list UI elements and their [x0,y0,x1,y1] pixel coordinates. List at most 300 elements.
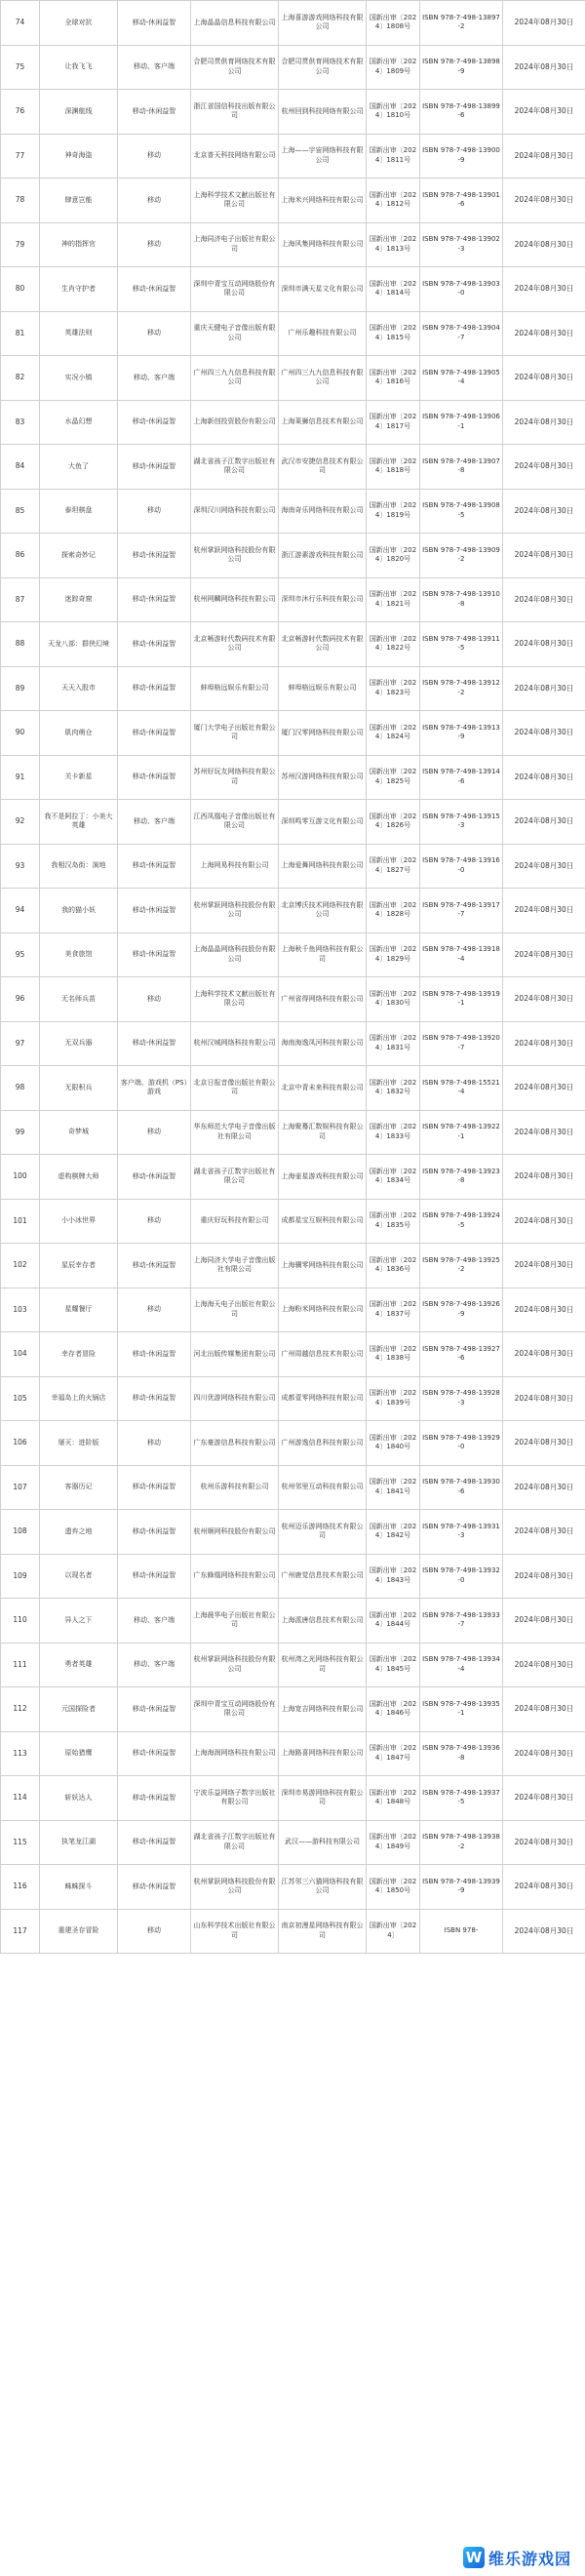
table-row [1,1244,585,1288]
game-name-cell: 我不是阿拉丁：小美大英雄 [40,800,118,845]
row-number-cell: 116 [1,1865,40,1910]
isbn-cell: ISBN 978-7-498-13900-9 [420,134,503,178]
approval-date-cell: 2024年08月30日 [503,1731,585,1776]
row-number-cell: 81 [1,311,40,356]
table-row [1,1510,585,1555]
row-number-cell: 91 [1,755,40,800]
operator-cell: 杭州迈乐游网络技术有限公司 [279,1510,367,1555]
site-logo-icon: W [463,2547,485,2568]
operator-cell: 北京博沃技术网络科技有限公司 [279,889,367,933]
operator-cell: 北京畅游时代数码技术有限公司 [279,622,367,667]
approval-date-cell: 2024年08月30日 [503,1687,585,1732]
row-number-cell: 107 [1,1465,40,1510]
game-name-cell: 小小冰世界 [40,1199,118,1244]
operator-cell: 上海壶星游戏科技有限公司 [279,1155,367,1200]
row-number-cell: 99 [1,1110,40,1155]
row-number-cell: 77 [1,134,40,178]
row-number-cell: 82 [1,356,40,401]
publisher-cell: 上海晶晶网络科技股份有限公司 [191,932,279,977]
publisher-cell: 杭州乐游科技有限公司 [191,1465,279,1510]
publisher-cell: 重庆天健电子音像出版有限公司 [191,311,279,356]
table-row [1,1288,585,1332]
approval-date-cell: 2024年08月30日 [503,932,585,977]
table-row [1,1731,585,1776]
operator-cell: 江苏邻三六猫网络科技有限公司 [279,1865,367,1910]
game-name-cell: 水晶幻想 [40,400,118,445]
isbn-cell: ISBN 978-7-498-13920-7 [420,1021,503,1066]
game-name-cell: 实况小镇 [40,356,118,401]
publisher-cell: 杭州掌跃网络科技股份有限公司 [191,534,279,578]
publisher-cell: 上海海润网络科技有限公司 [191,1731,279,1776]
approval-date-cell: 2024年08月30日 [503,1244,585,1288]
table-row [1,311,585,356]
table-row [1,134,585,178]
approval-date-cell: 2024年08月30日 [503,178,585,223]
isbn-cell: ISBN 978-7-498-13937-5 [420,1776,503,1821]
row-number-cell: 101 [1,1199,40,1244]
game-type-cell: 移动-休闲益智 [118,1332,191,1377]
operator-cell: 上海——宇宙网络科技有限公司 [279,134,367,178]
isbn-cell: ISBN 978-7-498-15521-4 [420,1066,503,1111]
game-type-cell: 移动 [118,977,191,1022]
row-number-cell: 80 [1,267,40,312]
approval-date-cell: 2024年08月30日 [503,1820,585,1865]
game-name-cell: 客器历记 [40,1465,118,1510]
publisher-cell: 山东科学技术出版社有限公司 [191,1909,279,1954]
game-name-cell: 幸福岛上的火锅店 [40,1376,118,1421]
approval-date-cell: 2024年08月30日 [503,90,585,135]
approval-date-cell: 2024年08月30日 [503,1865,585,1910]
approval-number-cell: 国新出审〔2024〕1821号 [367,577,420,622]
game-type-cell: 移动-休闲益智 [118,711,191,756]
operator-cell: 上海路喜网络科技有限公司 [279,1731,367,1776]
isbn-cell: ISBN 978-7-498-13930-6 [420,1465,503,1510]
approval-number-cell: 国新出审〔2024〕1812号 [367,178,420,223]
publisher-cell: 上海网易科技有限公司 [191,844,279,889]
isbn-cell: ISBN 978-7-498-13904-7 [420,311,503,356]
table-row [1,534,585,578]
publisher-cell: 上海晶晶信息科技有限公司 [191,1,279,46]
approval-number-cell: 国新出审〔2024〕1845号 [367,1643,420,1687]
approval-date-cell: 2024年08月30日 [503,1,585,46]
game-type-cell: 移动-休闲益智 [118,534,191,578]
table-body [1,1,585,1954]
isbn-cell: ISBN 978-7-498-13928-3 [420,1376,503,1421]
isbn-cell: ISBN 978-7-498-13914-6 [420,755,503,800]
game-name-cell: 大鱼了 [40,445,118,490]
game-type-cell: 移动、客户端 [118,800,191,845]
row-number-cell: 94 [1,889,40,933]
row-number-cell: 79 [1,222,40,267]
approval-date-cell: 2024年08月30日 [503,1066,585,1111]
game-type-cell: 移动、客户端 [118,1599,191,1644]
game-type-cell: 移动 [118,311,191,356]
table-row [1,932,585,977]
game-type-cell: 移动-休闲益智 [118,666,191,711]
publisher-cell: 上海科学技术文献出版社有限公司 [191,977,279,1022]
game-name-cell: 无双兵器 [40,1021,118,1066]
table-row [1,1776,585,1821]
row-number-cell: 76 [1,90,40,135]
table-row [1,755,585,800]
approval-number-cell: 国新出审〔2024〕1808号 [367,1,420,46]
isbn-cell: ISBN 978-7-498-13903-0 [420,267,503,312]
approval-date-cell: 2024年08月30日 [503,1554,585,1599]
approval-date-cell: 2024年08月30日 [503,1599,585,1644]
game-type-cell: 移动-休闲益智 [118,577,191,622]
operator-cell: 广州省得网络科技有限公司 [279,977,367,1022]
table-row [1,1,585,46]
publisher-cell: 苏州好玩友网络科技有限公司 [191,755,279,800]
operator-cell: 北京中青未来科技有限公司 [279,1066,367,1111]
approval-date-cell: 2024年08月30日 [503,1021,585,1066]
approval-number-cell: 国新出审〔2024〕1844号 [367,1599,420,1644]
approval-date-cell: 2024年08月30日 [503,1376,585,1421]
table-row [1,977,585,1022]
approval-number-cell: 国新出审〔2024〕1847号 [367,1731,420,1776]
game-type-cell: 移动-休闲益智 [118,1465,191,1510]
game-name-cell: 全球对抗 [40,1,118,46]
operator-cell: 上海爱舞网络科技有限公司 [279,844,367,889]
approval-number-cell: 国新出审〔2024〕1811号 [367,134,420,178]
isbn-cell: ISBN 978-7-498-13906-1 [420,400,503,445]
row-number-cell: 108 [1,1510,40,1555]
game-type-cell: 移动-休闲益智 [118,889,191,933]
row-number-cell: 93 [1,844,40,889]
table-row [1,1199,585,1244]
publisher-cell: 湖北省孩子江数字出版社有限公司 [191,1820,279,1865]
publisher-cell: 上海科学技术文献出版社有限公司 [191,178,279,223]
operator-cell: 成都星宝互娱科技有限公司 [279,1199,367,1244]
approval-number-cell: 国新出审〔2024〕1840号 [367,1421,420,1466]
row-number-cell: 113 [1,1731,40,1776]
row-number-cell: 75 [1,45,40,90]
table-row [1,489,585,534]
publisher-cell: 深圳汉川网络科技有限公司 [191,489,279,534]
approval-date-cell: 2024年08月30日 [503,622,585,667]
operator-cell: 苏州汉游网络科技有限公司 [279,755,367,800]
table-row [1,1909,585,1954]
game-name-cell: 虚构棋牌大师 [40,1155,118,1200]
game-name-cell: 美食旅馆 [40,932,118,977]
approval-number-cell: 国新出审〔2024〕1848号 [367,1776,420,1821]
game-name-cell: 我相汉岛街：演地 [40,844,118,889]
operator-cell: 上海莱狮信息技术有限公司 [279,400,367,445]
table-row [1,1687,585,1732]
operator-cell: 厦门汉零网络科技有限公司 [279,711,367,756]
operator-cell: 上海喜游游戏网络科技有限公司 [279,1,367,46]
isbn-cell: ISBN 978-7-498-13922-1 [420,1110,503,1155]
approval-number-cell: 国新出审〔2024〕1842号 [367,1510,420,1555]
approval-number-cell: 国新出审〔2024〕1835号 [367,1199,420,1244]
approval-number-cell: 国新出审〔2024〕1850号 [367,1865,420,1910]
approval-date-cell: 2024年08月30日 [503,577,585,622]
approval-number-cell: 国新出审〔2024〕1825号 [367,755,420,800]
approval-number-cell: 国新出审〔2024〕1813号 [367,222,420,267]
isbn-cell: ISBN 978-7-498-13923-8 [420,1155,503,1200]
table-row [1,1554,585,1599]
game-type-cell: 移动-休闲益智 [118,1376,191,1421]
game-type-cell: 移动 [118,1288,191,1332]
operator-cell: 蚌埠格远娱乐有限公司 [279,666,367,711]
game-name-cell: 泰坦棋盘 [40,489,118,534]
game-name-cell: 探索奇妙记 [40,534,118,578]
operator-cell: 深圳鸣零互游文化有限公司 [279,800,367,845]
operator-cell: 深圳市易游网络科技有限公司 [279,1776,367,1821]
isbn-cell: ISBN 978-7-498-13926-9 [420,1288,503,1332]
approval-date-cell: 2024年08月30日 [503,711,585,756]
table-row [1,711,585,756]
game-name-cell: 深渊航线 [40,90,118,135]
game-name-cell: 重建圣存冒险 [40,1909,118,1954]
operator-cell: 上海风集网络科技有限公司 [279,222,367,267]
publisher-cell: 合肥司贯供育网络技术有限公司 [191,45,279,90]
game-type-cell: 移动 [118,222,191,267]
isbn-cell: ISBN 978-7-498-13907-8 [420,445,503,490]
game-name-cell: 关卡新星 [40,755,118,800]
approval-date-cell: 2024年08月30日 [503,267,585,312]
operator-cell: 杭州湾之光网络科技有限公司 [279,1643,367,1687]
operator-cell: 上海聚蓦汇数娱科技有限公司 [279,1110,367,1155]
approval-number-cell: 国新出审〔2024〕1837号 [367,1288,420,1332]
approval-date-cell: 2024年08月30日 [503,1288,585,1332]
isbn-cell: ISBN 978-7-498-13939-9 [420,1865,503,1910]
table-row [1,445,585,490]
game-type-cell: 移动 [118,178,191,223]
row-number-cell: 105 [1,1376,40,1421]
approval-date-cell: 2024年08月30日 [503,534,585,578]
game-name-cell: 勇者英雄 [40,1643,118,1687]
approval-number-cell: 国新出审〔2024〕1819号 [367,489,420,534]
isbn-cell: ISBN 978-7-498-13902-3 [420,222,503,267]
approval-date-cell: 2024年08月30日 [503,400,585,445]
publisher-cell: 杭州掌跃网络科技股份有限公司 [191,889,279,933]
isbn-cell: ISBN 978-7-498-13913-9 [420,711,503,756]
table-row [1,889,585,933]
game-type-cell: 移动 [118,1110,191,1155]
row-number-cell: 96 [1,977,40,1022]
approval-number-cell: 国新出审〔2024〕1823号 [367,666,420,711]
publisher-cell: 上海晨华电子出版社有限公司 [191,1599,279,1644]
operator-cell: 广州鹿觉信息技术有限公司 [279,1554,367,1599]
row-number-cell: 88 [1,622,40,667]
approval-date-cell: 2024年08月30日 [503,134,585,178]
approval-date-cell: 2024年08月30日 [503,222,585,267]
isbn-cell: ISBN 978-7-498-13897-2 [420,1,503,46]
operator-cell: 广州游逸信息科技有限公司 [279,1421,367,1466]
isbn-cell: ISBN 978-7-498-13917-7 [420,889,503,933]
table-row [1,222,585,267]
operator-cell: 上海米兴网络科技有限公司 [279,178,367,223]
approval-date-cell: 2024年08月30日 [503,1510,585,1555]
site-name: 维乐游戏园 [488,2549,571,2568]
table-row [1,1421,585,1466]
isbn-cell: ISBN 978-7-498-13915-3 [420,800,503,845]
publisher-cell: 江西凤凰电子音像出版社有限公司 [191,800,279,845]
game-type-cell: 移动-休闲益智 [118,932,191,977]
publisher-cell: 上海同济大学电子音像出版社有限公司 [191,1244,279,1288]
isbn-cell: ISBN 978-7-498-13935-1 [420,1687,503,1732]
approval-number-cell: 国新出审〔2024〕1826号 [367,800,420,845]
table-row [1,666,585,711]
game-name-cell: 神奇海盗 [40,134,118,178]
publisher-cell: 湖北省孩子江数字出版社有限公司 [191,1155,279,1200]
publisher-cell: 华东师范大学电子音像出版社有限公司 [191,1110,279,1155]
operator-cell: 海南奇乐网络科技有限公司 [279,489,367,534]
isbn-cell: ISBN 978-7-498-13908-5 [420,489,503,534]
approval-number-cell: 国新出审〔2024〕1838号 [367,1332,420,1377]
publisher-cell: 广州四三九九信息科技有限公司 [191,356,279,401]
table-row [1,844,585,889]
table-row [1,1465,585,1510]
isbn-cell: ISBN 978-7-498-13925-2 [420,1244,503,1288]
approval-number-cell: 国新出审〔2024〕1818号 [367,445,420,490]
approval-date-cell: 2024年08月30日 [503,1199,585,1244]
approval-number-cell: 国新出审〔2024〕1831号 [367,1021,420,1066]
table-row [1,1021,585,1066]
game-type-cell: 移动、客户端 [118,356,191,401]
approval-number-cell: 国新出审〔2024〕1830号 [367,977,420,1022]
approval-number-cell: 国新出审〔2024〕1814号 [367,267,420,312]
game-type-cell: 移动-休闲益智 [118,1687,191,1732]
approval-number-cell: 国新出审〔2024〕1832号 [367,1066,420,1111]
row-number-cell: 106 [1,1421,40,1466]
game-type-cell: 移动 [118,1909,191,1954]
approval-date-cell: 2024年08月30日 [503,445,585,490]
game-name-cell: 星耀餐厅 [40,1288,118,1332]
approval-number-cell: 国新出审〔2024〕1839号 [367,1376,420,1421]
approval-date-cell: 2024年08月30日 [503,1332,585,1377]
game-name-cell: 天天入股市 [40,666,118,711]
row-number-cell: 104 [1,1332,40,1377]
game-name-cell: 奇梦城 [40,1110,118,1155]
operator-cell: 上海派唐信息技术有限公司 [279,1599,367,1644]
approval-date-cell: 2024年08月30日 [503,1155,585,1200]
approval-date-cell: 2024年08月30日 [503,755,585,800]
approval-number-cell: 国新出审〔2024〕1834号 [367,1155,420,1200]
operator-cell: 成都壹零网络科技有限公司 [279,1376,367,1421]
game-type-cell: 移动、客户端 [118,45,191,90]
approval-number-cell: 国新出审〔2024〕1817号 [367,400,420,445]
isbn-cell: ISBN 978-7-498-13929-0 [420,1421,503,1466]
isbn-cell: ISBN 978- [420,1909,503,1954]
game-name-cell: 屠灭：进阶版 [40,1421,118,1466]
game-type-cell: 移动-休闲益智 [118,1776,191,1821]
approval-number-cell: 国新出审〔2024〕1846号 [367,1687,420,1732]
row-number-cell: 102 [1,1244,40,1288]
table-row [1,90,585,135]
approval-date-cell: 2024年08月30日 [503,1776,585,1821]
operator-cell: 武汉市安捷信息技术有限公司 [279,445,367,490]
publisher-cell: 蚌埠格远娱乐有限公司 [191,666,279,711]
game-type-cell: 移动-休闲益智 [118,1865,191,1910]
game-type-cell: 客户端、游戏机（PS）游戏 [118,1066,191,1111]
operator-cell: 上海粉米网络科技有限公司 [279,1288,367,1332]
game-type-cell: 移动-休闲益智 [118,445,191,490]
row-number-cell: 74 [1,1,40,46]
operator-cell: 武汉——游科技有限公司 [279,1820,367,1865]
table-row [1,400,585,445]
game-name-cell: 原始猎鹰 [40,1731,118,1776]
game-name-cell: 元国探险者 [40,1687,118,1732]
isbn-cell: ISBN 978-7-498-13927-6 [420,1332,503,1377]
game-name-cell: 肌肉萌仓 [40,711,118,756]
game-type-cell: 移动-休闲益智 [118,1554,191,1599]
game-type-cell: 移动-休闲益智 [118,1244,191,1288]
row-number-cell: 114 [1,1776,40,1821]
game-name-cell: 神的指挥官 [40,222,118,267]
table-row [1,577,585,622]
operator-cell: 深圳市满天星文化有限公司 [279,267,367,312]
row-number-cell: 110 [1,1599,40,1644]
operator-cell: 广州四三九九信息科技有限公司 [279,356,367,401]
row-number-cell: 78 [1,178,40,223]
publisher-cell: 杭州掌跃网络科技股份有限公司 [191,1865,279,1910]
publisher-cell: 四川优游网络科技有限公司 [191,1376,279,1421]
publisher-cell: 重庆好玩科技有限公司 [191,1199,279,1244]
game-name-cell: 星辰幸存者 [40,1244,118,1288]
isbn-cell: ISBN 978-7-498-13911-5 [420,622,503,667]
table-row [1,45,585,90]
game-type-cell: 移动 [118,134,191,178]
table-row [1,1865,585,1910]
row-number-cell: 92 [1,800,40,845]
row-number-cell: 89 [1,666,40,711]
publisher-cell: 杭州顺网科技股份有限公司 [191,1510,279,1555]
game-name-cell: 无名师兵苗 [40,977,118,1022]
game-type-cell: 移动-休闲益智 [118,755,191,800]
approval-date-cell: 2024年08月30日 [503,1465,585,1510]
table-row [1,1820,585,1865]
row-number-cell: 98 [1,1066,40,1111]
row-number-cell: 109 [1,1554,40,1599]
game-name-cell: 执笔龙江湖 [40,1820,118,1865]
table-row [1,267,585,312]
row-number-cell: 103 [1,1288,40,1332]
operator-cell: 广州周越信息技术有限公司 [279,1332,367,1377]
approval-number-cell: 国新出审〔2024〕1833号 [367,1110,420,1155]
table-row [1,356,585,401]
row-number-cell: 111 [1,1643,40,1687]
approval-number-cell: 国新出审〔2024〕1824号 [367,711,420,756]
isbn-cell: ISBN 978-7-498-13898-9 [420,45,503,90]
operator-cell: 广州乐趣科技有限公司 [279,311,367,356]
approval-date-cell: 2024年08月30日 [503,311,585,356]
row-number-cell: 87 [1,577,40,622]
approval-number-cell: 国新出审〔2024〕1822号 [367,622,420,667]
approval-number-cell: 国新出审〔2024〕1828号 [367,889,420,933]
publisher-cell: 上海海天电子出版社有限公司 [191,1288,279,1332]
approval-number-cell: 国新出审〔2024〕1849号 [367,1820,420,1865]
publisher-cell: 浙江省国信科技出版有限公司 [191,90,279,135]
game-name-cell: 遗弃之地 [40,1510,118,1555]
operator-cell: 南京初漫星网络科技有限公司 [279,1909,367,1954]
isbn-cell: ISBN 978-7-498-13916-0 [420,844,503,889]
game-name-cell: 生肖守护者 [40,267,118,312]
table-row [1,1110,585,1155]
game-type-cell: 移动 [118,489,191,534]
table-row [1,1643,585,1687]
approval-number-cell: 国新出审〔2024〕1829号 [367,932,420,977]
game-name-cell: 蛛蛛探斗 [40,1865,118,1910]
approval-date-cell: 2024年08月30日 [503,844,585,889]
publisher-cell: 深圳中青宝互动网络股份有限公司 [191,1687,279,1732]
game-type-cell: 移动-休闲益智 [118,400,191,445]
approval-number-cell: 国新出审〔2024〕1841号 [367,1465,420,1510]
isbn-cell: ISBN 978-7-498-13934-4 [420,1643,503,1687]
game-name-cell: 我的猫小妖 [40,889,118,933]
operator-cell: 上海骥零网络科技有限公司 [279,1244,367,1288]
